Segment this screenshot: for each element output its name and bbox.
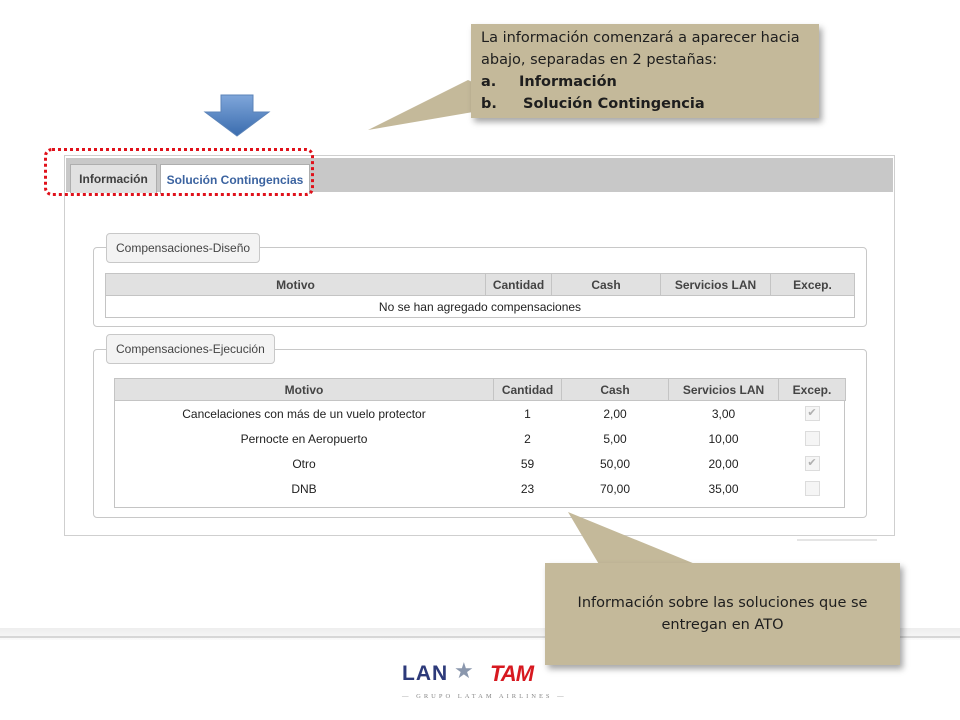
logo-group-text: — GRUPO LATAM AIRLINES —: [402, 693, 567, 700]
cell-cash: 70,00: [599, 481, 631, 496]
description-callout: [545, 563, 900, 665]
cell-cash: 5,00: [603, 431, 627, 446]
column-header-cantidad[interactable]: Cantidad: [486, 274, 552, 296]
callout-intro-line-1: La información comenzará a aparecer hacia: [481, 30, 800, 46]
empty-message: No se han agregado compensaciones: [106, 296, 855, 318]
column-header-excep[interactable]: Excep.: [771, 274, 855, 296]
legend-compensaciones-diseno: Compensaciones-Diseño: [106, 233, 260, 263]
callout-item-text: Solución Contingencia: [523, 96, 705, 112]
callout-item-marker: a.: [481, 74, 497, 90]
callout-item-marker: b.: [481, 96, 497, 112]
callout-intro-line-2: abajo, separadas en 2 pestañas:: [481, 52, 718, 68]
callout-list-item-b: [481, 93, 809, 115]
column-header-motivo[interactable]: Motivo: [106, 274, 486, 296]
down-arrow-icon: [203, 94, 273, 138]
logo-lan-text: LAN: [402, 662, 449, 685]
column-header-servicios-lan[interactable]: Servicios LAN: [661, 274, 771, 296]
cell-cash: 50,00: [599, 456, 631, 471]
column-header-motivo[interactable]: Motivo: [115, 379, 494, 401]
column-header-cantidad[interactable]: Cantidad: [494, 379, 562, 401]
column-header-excep[interactable]: Excep.: [779, 379, 846, 401]
star-icon: ★: [454, 658, 474, 683]
tab-solucion-contingencias[interactable]: Solución Contingencias: [160, 164, 310, 194]
column-header-servicios-lan[interactable]: Servicios LAN: [669, 379, 779, 401]
bottom-callout-pointer: [568, 512, 700, 566]
cell-cantidad: 59: [520, 456, 535, 471]
cell-servicios-lan: 3,00: [711, 406, 736, 421]
cell-motivo: Cancelaciones con más de un vuelo protector: [182, 406, 426, 421]
excep-checkbox[interactable]: ✔: [805, 406, 820, 421]
callout-list-item-a: [481, 71, 809, 93]
cell-cantidad: 23: [520, 481, 535, 496]
column-header-cash[interactable]: Cash: [552, 274, 661, 296]
cell-cantidad: 1: [524, 406, 531, 421]
cell-motivo: Otro: [292, 456, 316, 471]
description-callout-text: Información sobre las soluciones que se entregan en ATO: [577, 595, 868, 633]
legend-compensaciones-ejecucion: Compensaciones-Ejecución: [106, 334, 275, 364]
cell-motivo: DNB: [291, 481, 317, 496]
callout-item-text: Información: [519, 74, 617, 90]
tabs-highlight-box: [44, 148, 314, 196]
cell-cash: 2,00: [603, 406, 627, 421]
column-header-cash[interactable]: Cash: [562, 379, 669, 401]
tab-informacion[interactable]: Información: [70, 164, 157, 193]
cell-servicios-lan: 20,00: [708, 456, 739, 471]
cell-motivo: Pernocte en Aeropuerto: [240, 431, 368, 446]
cell-cantidad: 2: [524, 431, 531, 446]
excep-checkbox[interactable]: ✔: [805, 456, 820, 471]
instruction-callout: [471, 24, 819, 118]
logo-tam-text: TAM: [490, 661, 534, 686]
cell-servicios-lan: 10,00: [708, 431, 739, 446]
cell-servicios-lan: 35,00: [708, 481, 739, 496]
